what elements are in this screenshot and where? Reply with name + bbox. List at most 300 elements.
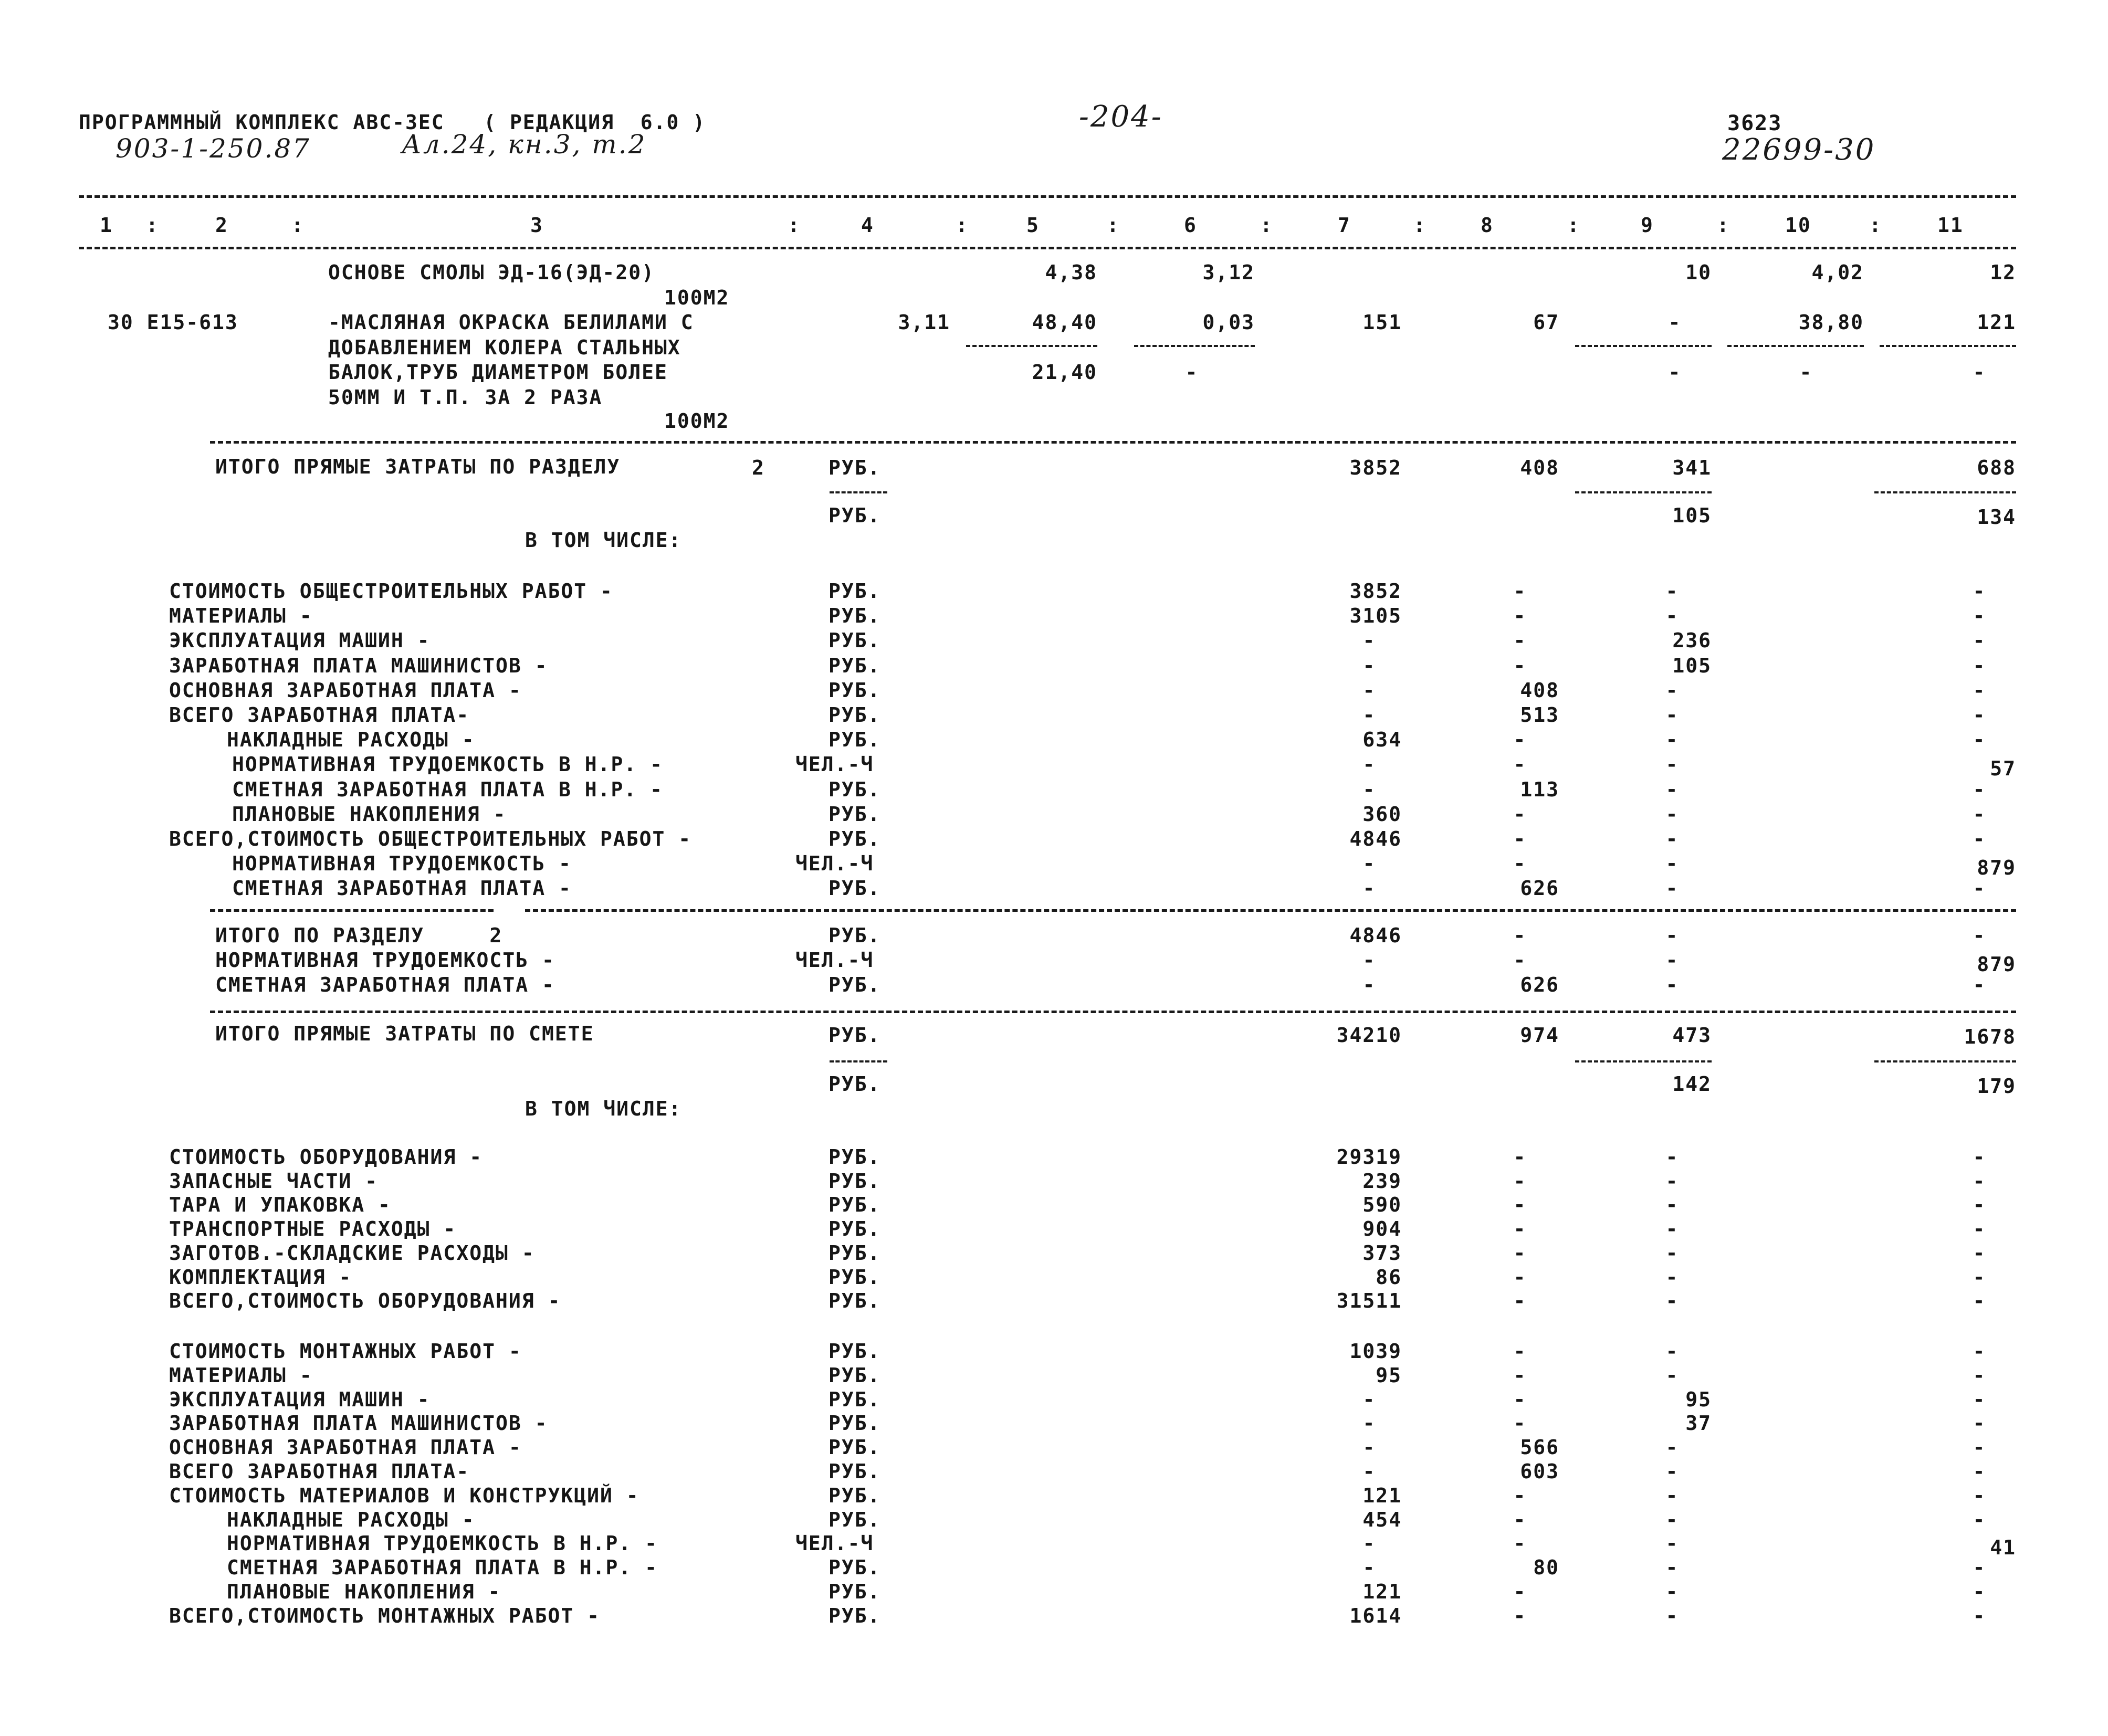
section-row-c9: - <box>1665 604 1679 628</box>
column-header-10: 6 <box>1184 214 1197 237</box>
mounting-row-c11: - <box>1973 1387 1986 1411</box>
itogo-row-c11: 879 <box>1977 953 2016 976</box>
rule-c10-top <box>1727 345 1864 347</box>
section-row-c7: 3852 <box>1349 580 1402 603</box>
estimate-total-c9: 473 <box>1672 1024 1712 1047</box>
mounting-row-c11: - <box>1973 1460 1986 1483</box>
section-total-unit: РУБ. <box>828 456 881 479</box>
itogo-row-unit: РУБ. <box>828 924 881 947</box>
estimate-total-c7: 34210 <box>1336 1024 1402 1047</box>
itogo-row-unit: ЧЕЛ.-Ч <box>795 949 874 972</box>
section-row-c9: - <box>1665 827 1679 850</box>
mounting-row-c11: - <box>1973 1604 1986 1627</box>
section-row-c8: 626 <box>1520 877 1559 900</box>
mounting-row-unit: РУБ. <box>828 1484 881 1507</box>
section-row-c9: - <box>1665 852 1679 876</box>
column-header-17: : <box>1717 214 1730 237</box>
mounting-row-c11: 41 <box>1990 1536 2016 1560</box>
itogo-row-unit: РУБ. <box>828 973 881 996</box>
equipment-row-label: ВСЕГО,СТОИМОСТЬ ОБОРУДОВАНИЯ - <box>169 1289 561 1313</box>
section-total-incl: В ТОМ ЧИСЛЕ: <box>525 529 682 552</box>
mounting-row-unit: РУБ. <box>828 1556 881 1580</box>
rule-before-estimate <box>210 1011 2016 1013</box>
estimate-total-c8: 974 <box>1520 1024 1559 1047</box>
equipment-row-c8: - <box>1513 1193 1527 1217</box>
section-total-c9: 341 <box>1672 456 1712 479</box>
section-row-c9: - <box>1665 580 1679 603</box>
top-row-unit: 100М2 <box>664 409 730 433</box>
top-row-c7: 151 <box>1362 311 1402 334</box>
top-row-text: ОСНОВЕ СМОЛЫ ЭД-16(ЭД-20) <box>328 261 655 284</box>
rule-c5-top <box>966 345 1097 347</box>
mounting-row-c7: 1614 <box>1349 1604 1402 1627</box>
mounting-row-c8: - <box>1513 1387 1527 1411</box>
rule-c11-top <box>1880 345 2016 347</box>
section-row-c8: - <box>1513 802 1527 826</box>
top-row-c5: 21,40 <box>1032 361 1097 384</box>
estimate-total-label: ИТОГО ПРЯМЫЕ ЗАТРАТЫ ПО СМЕТЕ <box>215 1022 594 1045</box>
section-row-c7: - <box>1362 678 1376 702</box>
section-total-c11b: 134 <box>1977 506 2016 529</box>
section-row-c9: - <box>1665 678 1679 702</box>
section-row-c11: - <box>1973 877 1986 900</box>
section-total-c8: 408 <box>1520 456 1559 479</box>
equipment-row-label: ЗАПАСНЫЕ ЧАСТИ - <box>169 1169 379 1193</box>
equipment-row-c9: - <box>1665 1241 1679 1265</box>
rule-under-header <box>79 247 2016 249</box>
handwritten-album-ref: Ал.24, кн.3, т.2 <box>402 129 647 160</box>
itogo-row-label: ИТОГО ПО РАЗДЕЛУ 2 <box>215 924 503 947</box>
equipment-row-c8: - <box>1513 1289 1527 1313</box>
section-row-c11: - <box>1973 654 1986 677</box>
equipment-row-c11: - <box>1973 1265 1986 1289</box>
section-total-number: 2 <box>752 456 765 479</box>
top-row-c9: - <box>1668 311 1682 334</box>
column-header-11: : <box>1260 214 1273 237</box>
mounting-row-c11: - <box>1973 1363 1986 1387</box>
itogo-row-c9: - <box>1665 973 1679 996</box>
mounting-row-label: ЭКСПЛУАТАЦИЯ МАШИН - <box>169 1387 431 1411</box>
mounting-row-c9: 37 <box>1685 1412 1712 1435</box>
column-header-6: 4 <box>861 214 874 237</box>
equipment-row-c11: - <box>1973 1145 1986 1169</box>
section-row-c8: 113 <box>1520 777 1559 801</box>
equipment-row-c11: - <box>1973 1193 1986 1217</box>
equipment-row-c7: 590 <box>1362 1193 1402 1217</box>
section-row-c9: 236 <box>1672 629 1712 653</box>
mounting-row-c9: - <box>1665 1580 1679 1603</box>
page-number: -204- <box>1079 100 1163 134</box>
section-row-c7: - <box>1362 777 1376 801</box>
section-row-c11: - <box>1973 629 1986 653</box>
mounting-row-unit: РУБ. <box>828 1508 881 1531</box>
section-row-c9: - <box>1665 802 1679 826</box>
equipment-row-c9: - <box>1665 1169 1679 1193</box>
estimate-total-unit2: РУБ. <box>828 1072 881 1096</box>
mounting-row-c7: - <box>1362 1412 1376 1435</box>
mounting-row-label: ЗАРАБОТНАЯ ПЛАТА МАШИНИСТОВ - <box>169 1412 548 1435</box>
mounting-row-label: СМЕТНАЯ ЗАРАБОТНАЯ ПЛАТА В Н.Р. - <box>227 1556 658 1580</box>
section-row-c8: - <box>1513 580 1527 603</box>
top-row-c8: 67 <box>1533 311 1559 334</box>
mounting-row-c8: - <box>1513 1580 1527 1603</box>
section-total-c9b: 105 <box>1672 504 1712 527</box>
equipment-row-label: КОМПЛЕКТАЦИЯ - <box>169 1265 352 1289</box>
mounting-row-label: ВСЕГО ЗАРАБОТНАЯ ПЛАТА- <box>169 1460 470 1483</box>
equipment-row-c8: - <box>1513 1241 1527 1265</box>
top-row-c5: 48,40 <box>1032 311 1097 334</box>
estimate-total-c9b: 142 <box>1672 1072 1712 1096</box>
mounting-row-label: СТОИМОСТЬ МОНТАЖНЫХ РАБОТ - <box>169 1340 522 1363</box>
section-row-c9: - <box>1665 877 1679 900</box>
mounting-row-label: МАТЕРИАЛЫ - <box>169 1363 313 1387</box>
mounting-row-unit: РУБ. <box>828 1436 881 1459</box>
estimate-total-unit: РУБ. <box>828 1024 881 1047</box>
itogo-row-c8: - <box>1513 924 1527 947</box>
top-row-c5: 4,38 <box>1045 261 1097 284</box>
itogo-row-c8: 626 <box>1520 973 1559 996</box>
mounting-row-c11: - <box>1973 1556 1986 1580</box>
section-row-c7: - <box>1362 753 1376 776</box>
top-row-c9: - <box>1668 361 1682 384</box>
mounting-row-c9: - <box>1665 1363 1679 1387</box>
section-row-label: СМЕТНАЯ ЗАРАБОТНАЯ ПЛАТА - <box>232 877 572 900</box>
column-header-2: 2 <box>215 214 228 237</box>
section-row-label: ОСНОВНАЯ ЗАРАБОТНАЯ ПЛАТА - <box>169 678 522 702</box>
mounting-row-c7: 121 <box>1362 1484 1402 1507</box>
mounting-row-c8: - <box>1513 1508 1527 1531</box>
top-row-c10: 4,02 <box>1811 261 1864 284</box>
section-row-c11: 57 <box>1990 757 2016 781</box>
mounting-row-c9: - <box>1665 1508 1679 1531</box>
mounting-row-c8: - <box>1513 1363 1527 1387</box>
section-row-c11: - <box>1973 777 1986 801</box>
section-row-label: НОРМАТИВНАЯ ТРУДОЕМКОСТЬ В Н.Р. - <box>232 753 663 776</box>
equipment-row-unit: РУБ. <box>828 1169 881 1193</box>
section-row-unit: ЧЕЛ.-Ч <box>795 852 874 876</box>
section-row-unit: РУБ. <box>828 629 881 653</box>
column-header-3: : <box>291 214 305 237</box>
mounting-row-unit: ЧЕЛ.-Ч <box>795 1532 874 1555</box>
section-row-unit: РУБ. <box>828 678 881 702</box>
mounting-row-c7: - <box>1362 1387 1376 1411</box>
mounting-row-unit: РУБ. <box>828 1340 881 1363</box>
equipment-row-c7: 239 <box>1362 1169 1402 1193</box>
section-row-label: НОРМАТИВНАЯ ТРУДОЕМКОСТЬ - <box>232 852 572 876</box>
equipment-row-c7: 86 <box>1376 1265 1402 1289</box>
rule-top <box>79 195 2016 198</box>
equipment-row-c9: - <box>1665 1289 1679 1313</box>
mounting-row-unit: РУБ. <box>828 1460 881 1483</box>
top-row-c10: - <box>1799 361 1813 384</box>
section-row-c7: - <box>1362 852 1376 876</box>
top-row-code: 30 Е15-613 <box>108 311 238 334</box>
top-row-c6: 3,12 <box>1202 261 1255 284</box>
column-header-7: : <box>956 214 969 237</box>
equipment-row-unit: РУБ. <box>828 1145 881 1169</box>
equipment-row-c9: - <box>1665 1265 1679 1289</box>
mounting-row-c9: - <box>1665 1460 1679 1483</box>
section-row-c8: - <box>1513 629 1527 653</box>
section-row-label: ЭКСПЛУАТАЦИЯ МАШИН - <box>169 629 431 653</box>
section-row-c9: 105 <box>1672 654 1712 677</box>
rule-before-itogo-right <box>525 909 2016 912</box>
section-row-c11: - <box>1973 728 1986 752</box>
equipment-row-c8: - <box>1513 1217 1527 1241</box>
mounting-row-label: НОРМАТИВНАЯ ТРУДОЕМКОСТЬ В Н.Р. - <box>227 1532 658 1555</box>
section-total-unit2: РУБ. <box>828 504 881 527</box>
top-row-c9: 10 <box>1685 261 1712 284</box>
section-row-unit: РУБ. <box>828 580 881 603</box>
rule-c11-section <box>1874 491 2016 493</box>
section-row-unit: РУБ. <box>828 728 881 752</box>
mounting-row-c7: 1039 <box>1349 1340 1402 1363</box>
column-header-19: : <box>1869 214 1882 237</box>
section-row-label: ВСЕГО ЗАРАБОТНАЯ ПЛАТА- <box>169 703 470 727</box>
equipment-row-label: СТОИМОСТЬ ОБОРУДОВАНИЯ - <box>169 1145 483 1169</box>
mounting-row-c11: - <box>1973 1412 1986 1435</box>
program-title: ПРОГРАММНЫЙ КОМПЛЕКС АВС-ЗЕС ( РЕДАКЦИЯ 6.0 ) <box>79 111 706 134</box>
column-header-20: 11 <box>1937 214 1964 237</box>
mounting-row-label: ОСНОВНАЯ ЗАРАБОТНАЯ ПЛАТА - <box>169 1436 522 1459</box>
mounting-row-c7: - <box>1362 1436 1376 1459</box>
mounting-row-c9: - <box>1665 1604 1679 1627</box>
column-header-12: 7 <box>1338 214 1351 237</box>
section-row-c7: 3105 <box>1349 604 1402 628</box>
section-row-label: ВСЕГО,СТОИМОСТЬ ОБЩЕСТРОИТЕЛЬНЫХ РАБОТ - <box>169 827 692 850</box>
top-row-c6: 0,03 <box>1202 311 1255 334</box>
mounting-row-c8: - <box>1513 1532 1527 1555</box>
mounting-row-unit: РУБ. <box>828 1412 881 1435</box>
section-row-label: СМЕТНАЯ ЗАРАБОТНАЯ ПЛАТА В Н.Р. - <box>232 777 663 801</box>
document-number: 3623 <box>1727 111 1782 135</box>
section-total-c7: 3852 <box>1349 456 1402 479</box>
section-row-label: ЗАРАБОТНАЯ ПЛАТА МАШИНИСТОВ - <box>169 654 548 677</box>
handwritten-project-code: 903-1-250.87 <box>116 133 311 164</box>
column-header-1: : <box>146 214 159 237</box>
rule-before-itogo-left <box>210 909 494 912</box>
mounting-row-c9: - <box>1665 1340 1679 1363</box>
equipment-row-c9: - <box>1665 1217 1679 1241</box>
section-row-label: НАКЛАДНЫЕ РАСХОДЫ - <box>227 728 475 752</box>
mounting-row-c8: 80 <box>1533 1556 1559 1580</box>
equipment-row-unit: РУБ. <box>828 1265 881 1289</box>
section-row-c11: - <box>1973 827 1986 850</box>
section-row-unit: РУБ. <box>828 703 881 727</box>
itogo-row-label: НОРМАТИВНАЯ ТРУДОЕМКОСТЬ - <box>215 949 555 972</box>
mounting-row-c8: - <box>1513 1412 1527 1435</box>
top-row-c11: - <box>1973 361 1986 384</box>
section-row-c11: - <box>1973 678 1986 702</box>
section-row-c11: - <box>1973 580 1986 603</box>
equipment-row-unit: РУБ. <box>828 1193 881 1217</box>
mounting-row-c8: 603 <box>1520 1460 1559 1483</box>
section-row-unit: РУБ. <box>828 604 881 628</box>
itogo-row-c9: - <box>1665 949 1679 972</box>
mounting-row-c7: 454 <box>1362 1508 1402 1531</box>
equipment-row-c8: - <box>1513 1145 1527 1169</box>
equipment-row-label: ТАРА И УПАКОВКА - <box>169 1193 391 1217</box>
section-row-unit: ЧЕЛ.-Ч <box>795 753 874 776</box>
section-row-c9: - <box>1665 703 1679 727</box>
mounting-row-c11: - <box>1973 1340 1986 1363</box>
section-row-c8: - <box>1513 852 1527 876</box>
mounting-row-c8: 566 <box>1520 1436 1559 1459</box>
section-row-c7: - <box>1362 877 1376 900</box>
mounting-row-c8: - <box>1513 1484 1527 1507</box>
section-row-unit: РУБ. <box>828 877 881 900</box>
top-row-c10: 38,80 <box>1798 311 1864 334</box>
equipment-row-unit: РУБ. <box>828 1241 881 1265</box>
section-row-c7: - <box>1362 703 1376 727</box>
mounting-row-c9: - <box>1665 1436 1679 1459</box>
mounting-row-c7: - <box>1362 1460 1376 1483</box>
handwritten-document-id: 22699-30 <box>1722 133 1876 167</box>
itogo-row-c7: - <box>1362 949 1376 972</box>
rule-c9-top <box>1575 345 1712 347</box>
section-row-unit: РУБ. <box>828 777 881 801</box>
mounting-row-label: СТОИМОСТЬ МАТЕРИАЛОВ И КОНСТРУКЦИЙ - <box>169 1484 639 1507</box>
mounting-row-unit: РУБ. <box>828 1363 881 1387</box>
section-row-c8: - <box>1513 753 1527 776</box>
itogo-row-c7: - <box>1362 973 1376 996</box>
mounting-row-c7: - <box>1362 1532 1376 1555</box>
estimate-total-incl: В ТОМ ЧИСЛЕ: <box>525 1097 682 1120</box>
section-row-c7: 4846 <box>1349 827 1402 850</box>
itogo-row-c11: - <box>1973 924 1986 947</box>
equipment-row-c8: - <box>1513 1265 1527 1289</box>
column-header-5: : <box>788 214 801 237</box>
section-row-c7: - <box>1362 629 1376 653</box>
column-header-13: : <box>1413 214 1427 237</box>
top-row-unit: 100М2 <box>664 286 730 309</box>
rule-c11-estimate <box>1874 1060 2016 1062</box>
itogo-row-c8: - <box>1513 949 1527 972</box>
equipment-row-label: ТРАНСПОРТНЫЕ РАСХОДЫ - <box>169 1217 457 1241</box>
column-header-16: 9 <box>1641 214 1654 237</box>
mounting-row-c7: 95 <box>1376 1363 1402 1387</box>
section-total-label: ИТОГО ПРЯМЫЕ ЗАТРАТЫ ПО РАЗДЕЛУ <box>215 455 621 478</box>
section-row-c7: - <box>1362 654 1376 677</box>
mounting-row-unit: РУБ. <box>828 1580 881 1603</box>
column-header-15: : <box>1567 214 1580 237</box>
equipment-row-c7: 373 <box>1362 1241 1402 1265</box>
equipment-row-c11: - <box>1973 1217 1986 1241</box>
top-row-c11: 121 <box>1977 311 2016 334</box>
equipment-row-c7: 904 <box>1362 1217 1402 1241</box>
section-row-unit: РУБ. <box>828 827 881 850</box>
mounting-row-c7: - <box>1362 1556 1376 1580</box>
rule-unit-estimate <box>830 1060 887 1062</box>
mounting-row-c9: - <box>1665 1556 1679 1580</box>
section-row-unit: РУБ. <box>828 802 881 826</box>
rule-section-total <box>210 441 2016 444</box>
top-row-text: -МАСЛЯНАЯ ОКРАСКА БЕЛИЛАМИ С <box>328 311 694 334</box>
section-row-label: СТОИМОСТЬ ОБЩЕСТРОИТЕЛЬНЫХ РАБОТ - <box>169 580 613 603</box>
section-row-c9: - <box>1665 728 1679 752</box>
rule-unit-section <box>830 491 887 493</box>
column-header-18: 10 <box>1785 214 1811 237</box>
section-row-c8: - <box>1513 654 1527 677</box>
mounting-row-c11: - <box>1973 1436 1986 1459</box>
section-row-c8: 513 <box>1520 703 1559 727</box>
top-row-c4: 3,11 <box>898 311 950 334</box>
section-row-c11: - <box>1973 802 1986 826</box>
section-row-c7: 634 <box>1362 728 1402 752</box>
column-header-14: 8 <box>1481 214 1494 237</box>
mounting-row-c11: - <box>1973 1580 1986 1603</box>
equipment-row-c11: - <box>1973 1169 1986 1193</box>
section-row-c11: - <box>1973 703 1986 727</box>
mounting-row-unit: РУБ. <box>828 1387 881 1411</box>
section-row-c8: - <box>1513 728 1527 752</box>
mounting-row-c9: - <box>1665 1484 1679 1507</box>
section-row-c11: - <box>1973 604 1986 628</box>
top-row-text: БАЛОК,ТРУБ ДИАМЕТРОМ БОЛЕЕ <box>328 361 668 384</box>
mounting-row-c9: 95 <box>1685 1387 1712 1411</box>
top-row-c6: - <box>1185 361 1199 384</box>
section-row-c9: - <box>1665 777 1679 801</box>
column-header-9: : <box>1107 214 1120 237</box>
itogo-row-label: СМЕТНАЯ ЗАРАБОТНАЯ ПЛАТА - <box>215 973 555 996</box>
section-row-c8: - <box>1513 604 1527 628</box>
equipment-row-unit: РУБ. <box>828 1289 881 1313</box>
column-header-8: 5 <box>1026 214 1040 237</box>
section-total-c11: 688 <box>1977 456 2016 479</box>
mounting-row-label: ПЛАНОВЫЕ НАКОПЛЕНИЯ - <box>227 1580 501 1603</box>
top-row-text: ДОБАВЛЕНИЕМ КОЛЕРА СТАЛЬНЫХ <box>328 336 681 359</box>
equipment-row-c7: 29319 <box>1336 1145 1402 1169</box>
itogo-row-c9: - <box>1665 924 1679 947</box>
top-row-text: 50ММ И Т.П. ЗА 2 РАЗА <box>328 386 603 409</box>
equipment-row-label: ЗАГОТОВ.-СКЛАДСКИЕ РАСХОДЫ - <box>169 1241 535 1265</box>
mounting-row-c11: - <box>1973 1508 1986 1531</box>
section-row-unit: РУБ. <box>828 654 881 677</box>
mounting-row-c8: - <box>1513 1604 1527 1627</box>
rule-c9-section <box>1575 491 1712 493</box>
equipment-row-unit: РУБ. <box>828 1217 881 1241</box>
section-row-c8: 408 <box>1520 678 1559 702</box>
itogo-row-c11: - <box>1973 973 1986 996</box>
section-row-c11: 879 <box>1977 856 2016 880</box>
equipment-row-c9: - <box>1665 1193 1679 1217</box>
section-row-c9: - <box>1665 753 1679 776</box>
section-row-c8: - <box>1513 827 1527 850</box>
mounting-row-unit: РУБ. <box>828 1604 881 1627</box>
section-row-label: МАТЕРИАЛЫ - <box>169 604 313 628</box>
mounting-row-c9: - <box>1665 1532 1679 1555</box>
estimate-total-c11b: 179 <box>1977 1075 2016 1098</box>
equipment-row-c11: - <box>1973 1241 1986 1265</box>
mounting-row-label: ВСЕГО,СТОИМОСТЬ МОНТАЖНЫХ РАБОТ - <box>169 1604 600 1627</box>
section-row-c7: 360 <box>1362 802 1402 826</box>
column-header-4: 3 <box>530 214 543 237</box>
equipment-row-c8: - <box>1513 1169 1527 1193</box>
rule-c6-top <box>1134 345 1255 347</box>
top-row-c11: 12 <box>1990 261 2016 284</box>
mounting-row-c11: - <box>1973 1484 1986 1507</box>
column-header-0: 1 <box>100 214 113 237</box>
equipment-row-c11: - <box>1973 1289 1986 1313</box>
mounting-row-c7: 121 <box>1362 1580 1402 1603</box>
itogo-row-c7: 4846 <box>1349 924 1402 947</box>
section-row-label: ПЛАНОВЫЕ НАКОПЛЕНИЯ - <box>232 802 507 826</box>
estimate-total-c11: 1678 <box>1964 1025 2016 1048</box>
mounting-row-label: НАКЛАДНЫЕ РАСХОДЫ - <box>227 1508 475 1531</box>
mounting-row-c8: - <box>1513 1340 1527 1363</box>
equipment-row-c9: - <box>1665 1145 1679 1169</box>
rule-c9-estimate <box>1575 1060 1712 1062</box>
